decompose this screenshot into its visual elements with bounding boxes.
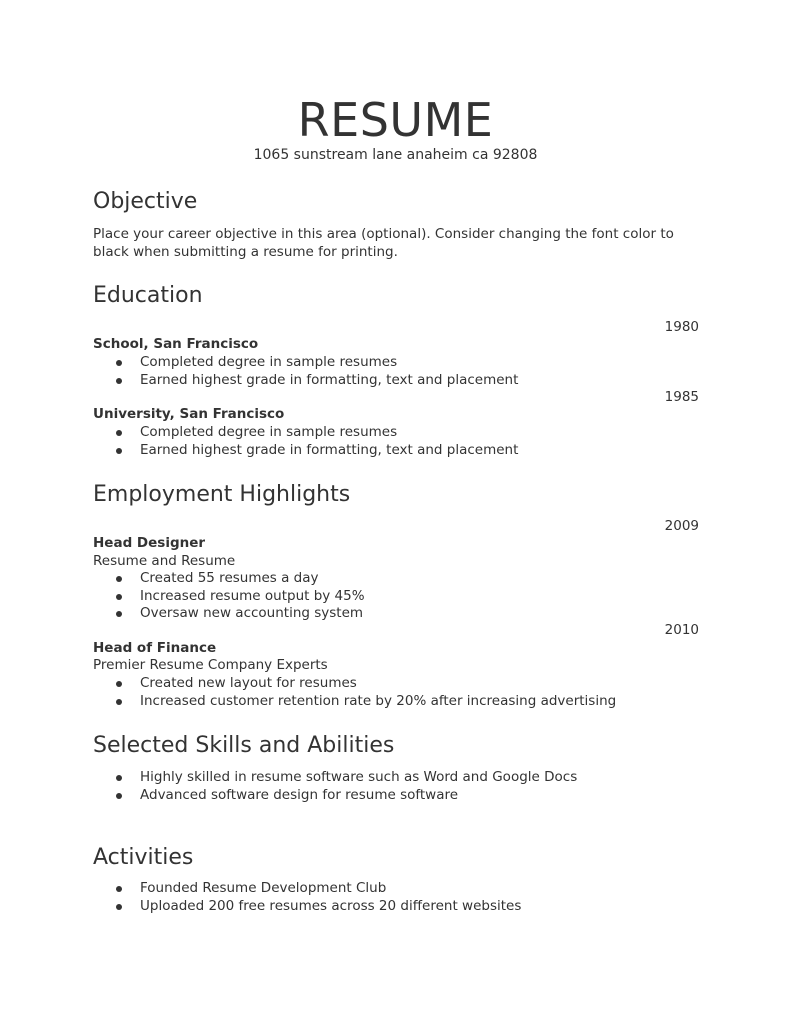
job-bullets — [140, 675, 616, 710]
job-company: Premier Resume Company Experts — [93, 657, 328, 673]
address-line: 1065 sunstream lane anaheim ca 92808 — [253, 147, 538, 163]
education-school-title: School, San Francisco — [93, 336, 259, 352]
list-item: Increased resume output by 45% — [140, 587, 365, 604]
education-year: 1980 — [664, 319, 699, 335]
objective-text: Place your career objective in this area (optional). Consider changing the font color to black when submitting a resume for printing. — [93, 226, 674, 260]
employment-year: 2010 — [664, 622, 699, 638]
education-year: 1985 — [664, 389, 699, 405]
job-title: Head of Finance — [93, 640, 217, 656]
list-item: Uploaded 200 free resumes across 20 different websites — [140, 897, 522, 914]
employment-heading: Employment Highlights — [93, 482, 351, 507]
list-item: Completed degree in sample resumes — [140, 354, 518, 372]
list-item: Completed degree in sample resumes — [140, 424, 518, 442]
list-item: Increased customer retention rate by 20% after increasing advertising — [140, 692, 617, 709]
education-school-bullets — [140, 354, 518, 389]
list-item: Created new layout for resumes — [140, 675, 616, 693]
education-heading: Education — [93, 283, 203, 308]
job-bullets — [140, 570, 365, 623]
list-item: Earned highest grade in formatting, text and placement — [140, 371, 519, 388]
job-title: Head Designer — [93, 535, 206, 551]
education-university-bullets — [140, 424, 518, 459]
employment-year: 2009 — [664, 518, 699, 534]
skills-bullets — [140, 769, 577, 804]
activities-heading: Activities — [93, 845, 194, 870]
list-item: Advanced software design for resume software — [140, 787, 577, 805]
list-item: Earned highest grade in formatting, text and placement — [140, 441, 519, 458]
resume-title: RESUME — [297, 93, 494, 147]
list-item: Founded Resume Development Club — [140, 880, 521, 898]
skills-heading: Selected Skills and Abilities — [93, 733, 395, 758]
list-item: Created 55 resumes a day — [140, 570, 365, 588]
education-university-title: University, San Francisco — [93, 406, 285, 422]
list-item: Highly skilled in resume software such as Word and Google Docs — [140, 769, 578, 785]
list-item: Oversaw new accounting system — [140, 605, 364, 621]
objective-heading: Objective — [93, 189, 198, 214]
job-company: Resume and Resume — [93, 553, 236, 569]
activities-bullets — [140, 880, 521, 915]
